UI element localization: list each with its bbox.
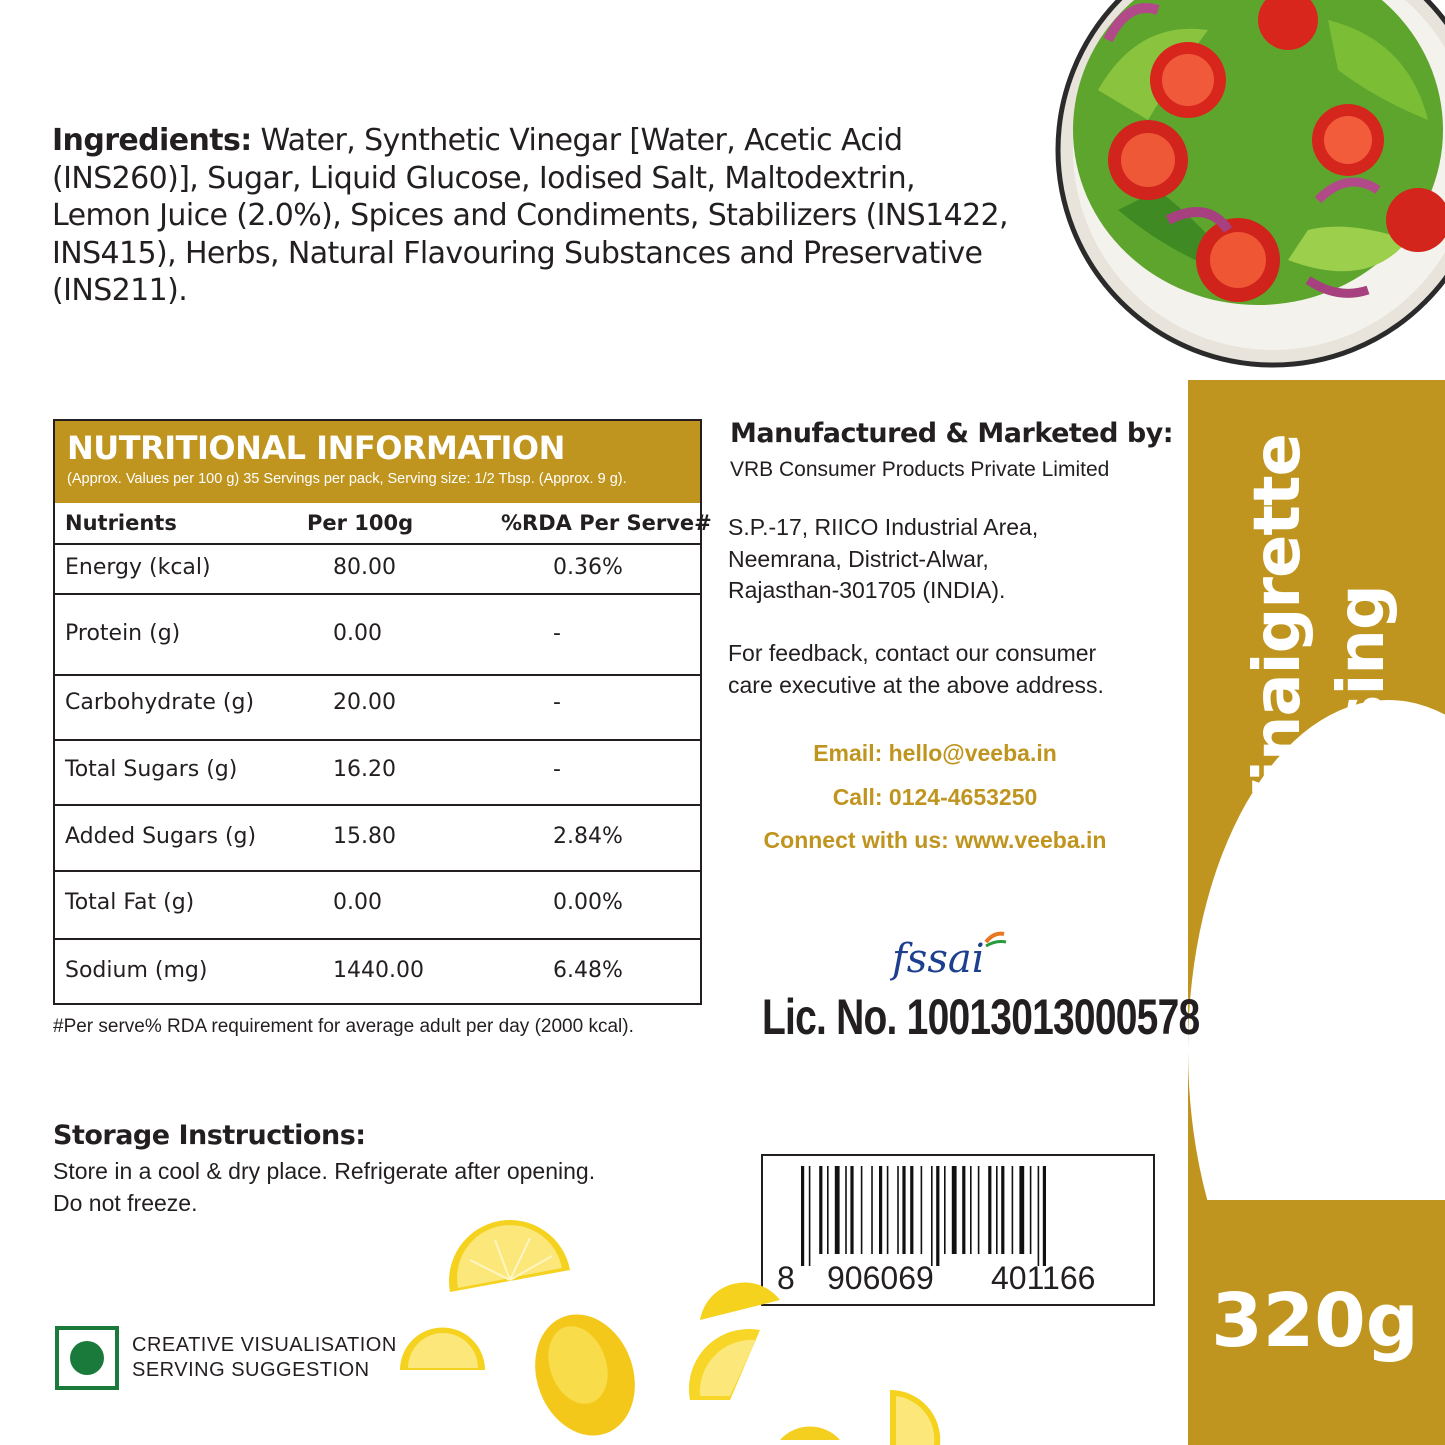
nutrient-name: Total Fat (g): [65, 890, 195, 915]
barcode-digit: 8: [777, 1260, 795, 1296]
lemon-image: [400, 1200, 1000, 1445]
address-line: S.P.-17, RIICO Industrial Area,: [728, 514, 1039, 540]
visualisation-note: CREATIVE VISUALISATION: [132, 1334, 397, 1356]
barcode-bar: [1038, 1166, 1040, 1266]
email-link[interactable]: Email: hello@veeba.in: [813, 740, 1057, 766]
per-100g-value: 80.00: [333, 555, 396, 580]
serving-note: SERVING SUGGESTION: [132, 1359, 370, 1381]
table-header-row: [55, 503, 712, 545]
rda-value: 2.84%: [553, 824, 623, 849]
product-name-line2: Dressing: [1325, 585, 1399, 895]
nutrition-table: [53, 419, 712, 1005]
rda-value: 0.00%: [553, 890, 623, 915]
storage-line: Store in a cool & dry place. Refrigerate after opening.: [53, 1158, 596, 1184]
feedback-line: care executive at the above address.: [728, 672, 1104, 698]
fssai-logo: [890, 928, 1010, 988]
phone-link[interactable]: Call: 0124-4653250: [832, 784, 1038, 810]
veg-symbol-icon: [55, 1326, 119, 1390]
table-row: [55, 940, 700, 1003]
nutrient-name: Protein (g): [65, 621, 181, 646]
per-100g-value: 20.00: [333, 690, 396, 715]
per-100g-value: 1440.00: [333, 958, 424, 983]
table-row: [55, 806, 700, 872]
per-100g-value: 15.80: [333, 824, 396, 849]
address-line: Rajasthan-301705 (INDIA).: [728, 577, 1006, 603]
rda-value: -: [553, 757, 561, 782]
svg-text:fssai: fssai: [892, 936, 985, 982]
storage-line: Do not freeze.: [53, 1190, 198, 1216]
net-weight: 320g: [1211, 1278, 1419, 1364]
table-row: [55, 595, 700, 676]
nutrient-name: Sodium (mg): [65, 958, 208, 983]
nutrition-header: [55, 421, 700, 503]
salad-bowl-image: [1028, 0, 1445, 390]
nutrition-subtitle: (Approx. Values per 100 g) 35 Servings per pack, Serving size: 1/2 Tbsp. (Approx. 9 g).: [67, 471, 627, 487]
fssai-license: Lic. No. 10013013000578: [762, 989, 1200, 1045]
per-100g-value: 0.00: [333, 621, 382, 646]
table-row: [55, 741, 700, 806]
nutrition-title: NUTRITIONAL INFORMATION: [67, 429, 565, 467]
barcode-bar: [1043, 1166, 1046, 1266]
barcode-digits-left: 906069: [827, 1260, 934, 1296]
nutrient-name: Carbohydrate (g): [65, 690, 255, 715]
feedback-line: For feedback, contact our consumer: [728, 640, 1097, 666]
barcode-bar: [1012, 1166, 1014, 1254]
barcode-bar: [1019, 1166, 1024, 1254]
column-header: Nutrients: [65, 511, 177, 535]
column-header: Per 100g: [307, 511, 414, 535]
nutrient-name: Added Sugars (g): [65, 824, 257, 849]
storage-title: Storage Instructions:: [53, 1120, 366, 1151]
table-row: [55, 545, 700, 595]
nutrient-name: Energy (kcal): [65, 555, 211, 580]
rda-value: -: [553, 621, 561, 646]
barcode-digits-right: 401166: [991, 1260, 1096, 1296]
per-100g-value: 16.20: [333, 757, 396, 782]
table-row: [55, 872, 700, 940]
ingredients-label: Ingredients:: [52, 123, 252, 158]
rda-value: 6.48%: [553, 958, 623, 983]
per-100g-value: 0.00: [333, 890, 382, 915]
ingredients-list: Water, Synthetic Vinegar [Water, Acetic Acid (INS260)], Sugar, Liquid Glucose, Iodised Salt, Maltodextrin, Lemon Juice (2.0%), Spices and Condiments, Stabilizers (INS1422, INS415), Herbs, Natural Flavouring Substances and Preservative (INS211).: [52, 123, 1008, 308]
product-name-line1: Zesty Vinaigrette: [1241, 434, 1315, 1046]
rda-value: 0.36%: [553, 555, 623, 580]
barcode-bar: [1030, 1166, 1032, 1254]
veg-dot-icon: [70, 1341, 104, 1375]
ingredients-text: [52, 122, 1012, 310]
rda-value: -: [553, 690, 561, 715]
column-header: %RDA Per Serve#: [501, 511, 712, 535]
table-row: [55, 676, 700, 741]
address-line: Neemrana, District-Alwar,: [728, 546, 989, 572]
nutrient-name: Total Sugars (g): [65, 757, 238, 782]
manufacturer-title: Manufactured & Marketed by:: [730, 418, 1174, 449]
website-link[interactable]: Connect with us: www.veeba.in: [763, 827, 1107, 853]
nutrition-footnote: #Per serve% RDA requirement for average adult per day (2000 kcal).: [53, 1016, 634, 1037]
product-name: [1160, 434, 1445, 1046]
manufacturer-company: VRB Consumer Products Private Limited: [730, 458, 1110, 481]
barcode-bar: [1001, 1166, 1004, 1254]
